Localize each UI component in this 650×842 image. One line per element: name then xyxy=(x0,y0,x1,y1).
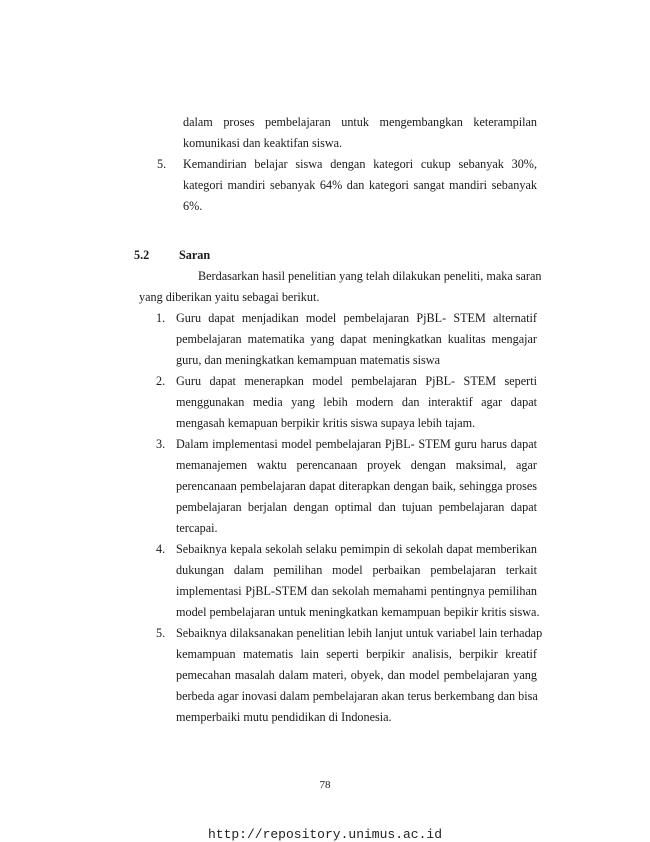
saran-item-line: guru, dan meningkatkan kemampuan matematis siswa xyxy=(176,353,440,367)
saran-item-line: Guru dapat menerapkan model pembelajaran PjBL- STEM seperti xyxy=(176,374,537,388)
saran-item-line: pembelajaran berjalan dengan optimal dan tujuan pembelajaran dapat xyxy=(176,500,537,514)
footer-url[interactable]: http://repository.unimus.ac.id xyxy=(207,827,443,842)
saran-item-line: pembelajaran matematika yang dapat meningkatkan kualitas mengajar xyxy=(176,332,537,346)
section-intro-line: yang diberikan yaitu sebagai berikut. xyxy=(139,290,320,304)
saran-item-number: 2. xyxy=(156,374,166,388)
intro-cont-line: dalam proses pembelajaran untuk mengembangkan keterampilan xyxy=(183,115,537,129)
saran-item-number: 4. xyxy=(156,542,166,556)
saran-item-line: tercapai. xyxy=(176,521,218,535)
saran-item-line: Sebaiknya kepala sekolah selaku pemimpin di sekolah dapat memberikan xyxy=(176,542,537,556)
saran-item-line: Sebaiknya dilaksanakan penelitian lebih lanjut untuk variabel lain terhadap xyxy=(176,626,543,640)
saran-item-line: model pembelajaran untuk meningkatkan kemampuan bepikir kritis siswa. xyxy=(176,605,540,619)
section-number: 5.2 xyxy=(134,248,150,262)
intro-cont-line: komunikasi dan keaktifan siswa. xyxy=(183,136,343,150)
intro-item5-line: kategori mandiri sebanyak 64% dan kategori sangat mandiri sebanyak xyxy=(183,178,537,192)
saran-item-number: 5. xyxy=(156,626,166,640)
intro-item5-line: 6%. xyxy=(183,199,203,213)
saran-item-line: memanajemen waktu perencanaan proyek dengan maksimal, agar xyxy=(176,458,537,472)
saran-item-line: implementasi PjBL-STEM dan sekolah memahami pentingnya pemilihan xyxy=(176,584,537,598)
intro-item5-line: Kemandirian belajar siswa dengan kategori cukup sebanyak 30%, xyxy=(183,157,537,171)
saran-item-line: perencanaan pembelajaran dapat diterapkan dengan baik, sehingga proses xyxy=(176,479,537,493)
saran-item-line: pemecahan masalah dalam materi, obyek, dan model pembelajaran yang xyxy=(176,668,537,682)
section-title: Saran xyxy=(179,248,211,262)
saran-item-line: Guru dapat menjadikan model pembelajaran PjBL- STEM alternatif xyxy=(176,311,537,325)
saran-item-line: memperbaiki mutu pendidikan di Indonesia. xyxy=(176,710,392,724)
saran-item-line: kemampuan matematis lain seperti berpikir analisis, berpikir kreatif xyxy=(176,647,537,661)
saran-item-line: dukungan dalam pemilihan model perbaikan pembelajaran terkait xyxy=(176,563,537,577)
saran-item-number: 1. xyxy=(156,311,166,325)
page-number: 78 xyxy=(319,779,331,791)
section-intro-line: Berdasarkan hasil penelitian yang telah dilakukan peneliti, maka saran xyxy=(198,269,542,283)
intro-item-number: 5. xyxy=(157,157,167,171)
saran-item-line: mengasah kemapuan berpikir kritis siswa supaya lebih tajam. xyxy=(176,416,476,430)
saran-item-line: Dalam implementasi model pembelajaran PjBL- STEM guru harus dapat xyxy=(176,437,537,451)
saran-item-line: menggunakan media yang lebih modern dan interaktif agar dapat xyxy=(176,395,537,409)
saran-item-number: 3. xyxy=(156,437,166,451)
saran-item-line: berbeda agar inovasi dalam pembelajaran akan terus berkembang dan bisa xyxy=(176,689,538,703)
